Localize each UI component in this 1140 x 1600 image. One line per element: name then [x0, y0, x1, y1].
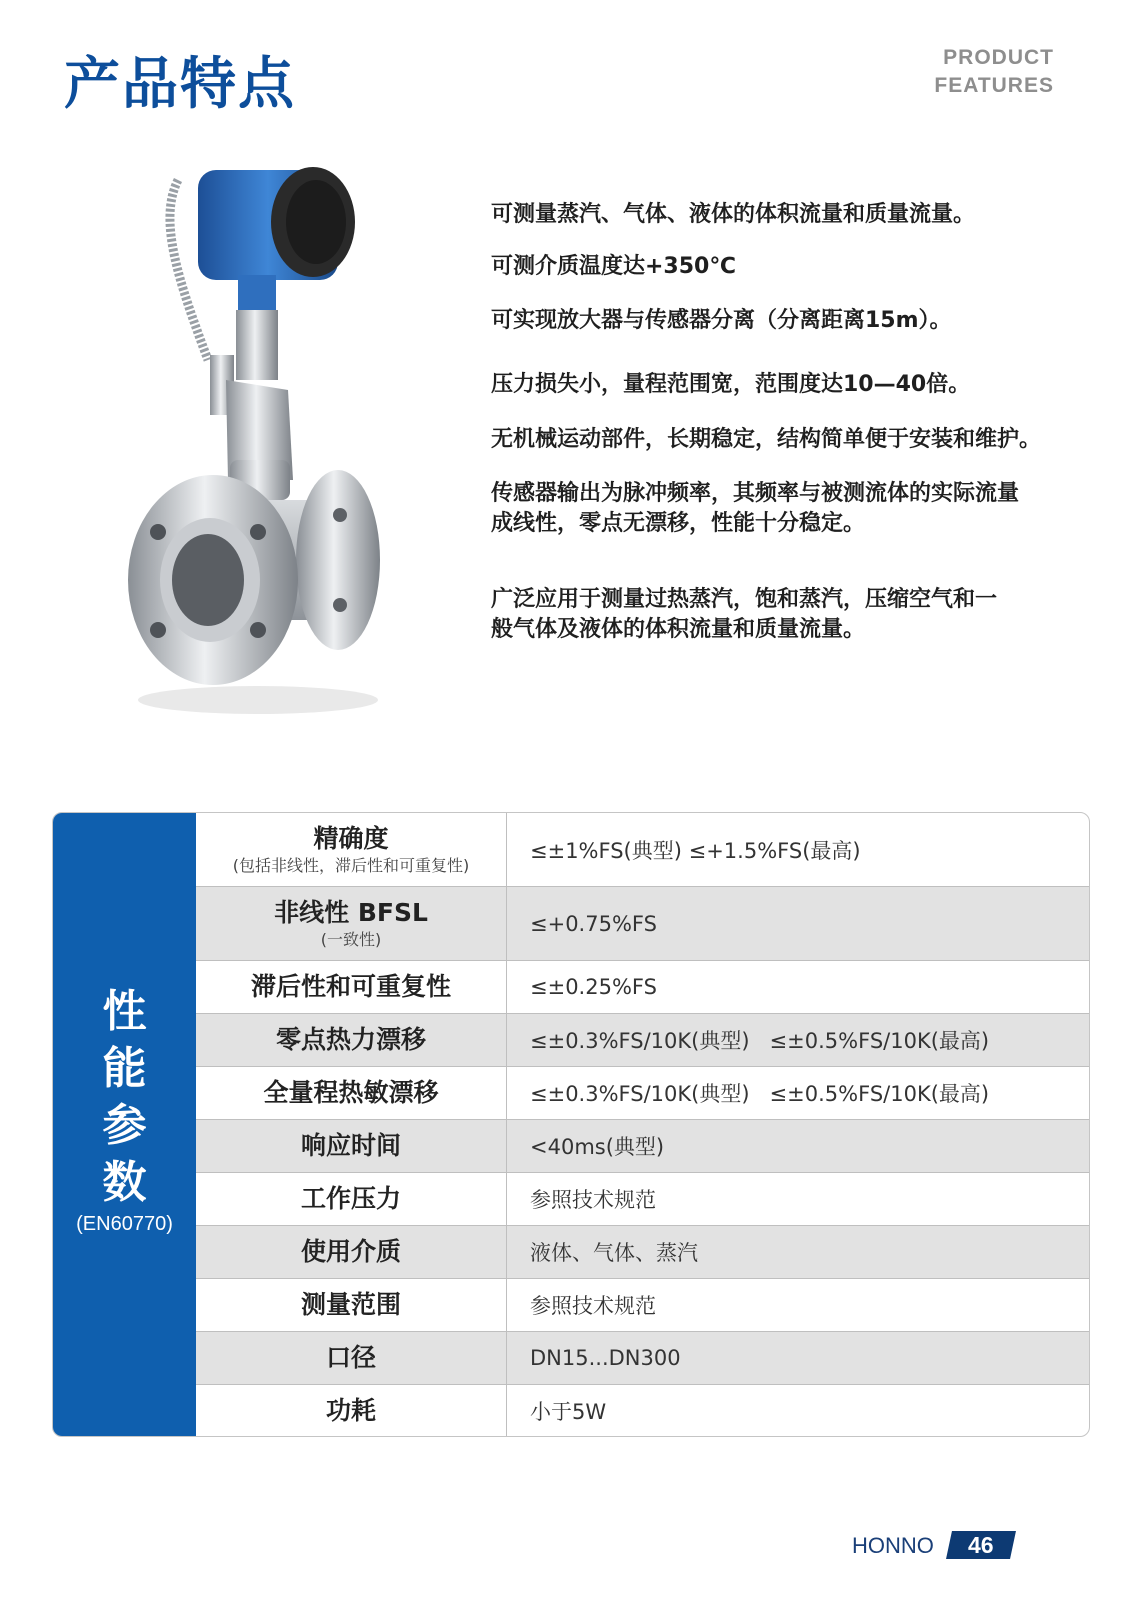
side-panel [53, 813, 196, 1436]
param-name: 全量程热敏漂移 [263, 1078, 439, 1107]
table-row [196, 1173, 1089, 1226]
page-number: 46 [968, 1532, 994, 1558]
feature-item: 可测量蒸汽、气体、液体的体积流量和质量流量。 [491, 202, 976, 227]
side-panel-standard: (EN60770) [76, 1213, 173, 1235]
table-row [196, 1279, 1089, 1332]
table-row [196, 1385, 1089, 1437]
feature-item: 广泛应用于测量过热蒸汽，饱和蒸汽，压缩空气和一般气体及液体的体积流量和质量流量。 [491, 587, 998, 642]
table-row [196, 1226, 1089, 1279]
param-cell [196, 1067, 507, 1119]
param-name: 功耗 [325, 1396, 376, 1425]
param-value: ≤+0.75%FS [530, 911, 657, 936]
param-name: 测量范围 [300, 1290, 401, 1319]
table-row [196, 1120, 1089, 1173]
page-title: 产品特点 [64, 52, 296, 117]
param-cell [196, 1226, 507, 1278]
side-panel-char: 数 [102, 1157, 147, 1208]
feature-item: 可实现放大器与传感器分离（分离距离15m）。 [491, 308, 952, 333]
feature-item: 可测介质温度达+350℃ [491, 254, 736, 279]
product-features-line2: FEATURES [934, 74, 1054, 97]
vortex-flowmeter-image [118, 160, 418, 720]
param-name: 滞后性和可重复性 [250, 972, 451, 1001]
table-row [196, 813, 1089, 887]
performance-parameters-table [52, 812, 1090, 1437]
param-cell [196, 813, 507, 886]
side-panel-char: 能 [102, 1043, 147, 1094]
param-cell [196, 1332, 507, 1384]
product-features-label [934, 44, 1054, 100]
param-value: 参照技术规范 [530, 1188, 656, 1212]
footer-brand: HONNO [852, 1533, 934, 1558]
param-value: DN15...DN300 [530, 1346, 681, 1370]
table-row [196, 1332, 1089, 1385]
side-panel-title [53, 983, 196, 1211]
param-cell [196, 1279, 507, 1331]
param-cell [196, 1385, 507, 1437]
param-note: (一致性) [320, 929, 382, 949]
param-value: ≤±1%FS(典型) ≤+1.5%FS(最高) [530, 838, 861, 863]
side-panel-char: 性 [102, 986, 147, 1037]
table-row [196, 1067, 1089, 1120]
param-note: (包括非线性，滞后性和可重复性) [232, 855, 470, 875]
table-row [196, 1014, 1089, 1067]
param-value: 参照技术规范 [530, 1294, 656, 1318]
table-rows [196, 813, 1089, 1437]
table-row [196, 887, 1089, 961]
param-cell [196, 1173, 507, 1225]
param-name: 口径 [325, 1343, 376, 1372]
param-cell [196, 1014, 507, 1066]
param-name: 响应时间 [300, 1131, 401, 1160]
param-name: 非线性 BFSL [274, 897, 428, 927]
param-name: 零点热力漂移 [275, 1025, 426, 1054]
param-value: <40ms(典型) [530, 1135, 665, 1159]
product-features-line1: PRODUCT [943, 46, 1054, 69]
param-value: 液体、气体、蒸汽 [530, 1241, 698, 1265]
feature-item: 压力损失小，量程范围宽，范围度达10—40倍。 [491, 372, 971, 397]
page-number-badge [946, 1531, 1016, 1559]
feature-item: 无机械运动部件，长期稳定，结构简单便于安装和维护。 [491, 427, 1042, 452]
param-name: 工作压力 [300, 1184, 401, 1213]
param-value: 小于5W [530, 1400, 607, 1424]
side-panel-char: 参 [102, 1100, 147, 1151]
param-value: ≤±0.25%FS [530, 975, 657, 999]
param-value: ≤±0.3%FS/10K(典型) ≤±0.5%FS/10K(最高) [530, 1082, 990, 1106]
param-cell [196, 961, 507, 1013]
param-value: ≤±0.3%FS/10K(典型) ≤±0.5%FS/10K(最高) [530, 1029, 990, 1053]
param-name: 使用介质 [300, 1237, 401, 1266]
param-name: 精确度 [313, 823, 389, 853]
table-row [196, 961, 1089, 1014]
param-cell [196, 887, 507, 960]
feature-item: 传感器输出为脉冲频率，其频率与被测流体的实际流量成线性，零点无漂移，性能十分稳定。 [491, 481, 1020, 536]
param-cell [196, 1120, 507, 1172]
